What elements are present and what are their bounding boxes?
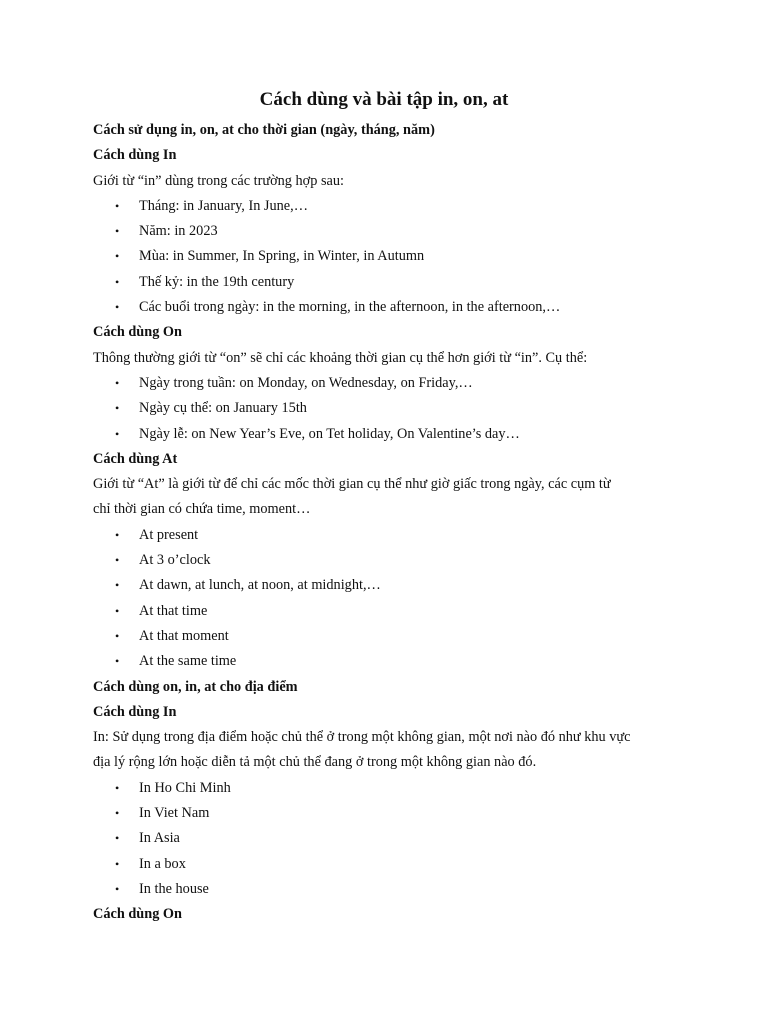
paragraph-at-time-intro-line1: Giới từ “At” là giới từ để chỉ các mốc thời gian cụ thể như giờ giấc trong ngày, các cụm từ <box>93 476 611 493</box>
bullet-icon: • <box>115 780 120 795</box>
bullet-icon: • <box>115 300 120 315</box>
bullet-icon: • <box>115 426 120 441</box>
list-item-text: Thế kỷ: in the 19th century <box>139 273 295 290</box>
list-item <box>93 599 693 624</box>
list-item-text: Các buổi trong ngày: in the morning, in the afternoon, in the afternoon,… <box>139 299 561 316</box>
list-item <box>93 776 693 801</box>
list-item-text: Tháng: in January, In June,… <box>139 197 309 214</box>
list-item <box>93 244 693 269</box>
list-item <box>93 295 693 320</box>
list-item-text: In a box <box>139 855 186 872</box>
list-item <box>93 371 693 396</box>
list-item <box>93 219 693 244</box>
list-item-text: At that time <box>139 602 208 619</box>
list-item <box>93 801 693 826</box>
list-item <box>93 523 693 548</box>
subheading-on-place: Cách dùng On <box>93 906 182 923</box>
paragraph-in-place-intro-line2: địa lý rộng lớn hoặc diễn tả một chủ thể đang ở trong một không gian nào đó. <box>93 754 537 771</box>
bullet-icon: • <box>115 553 120 568</box>
bullet-icon: • <box>115 578 120 593</box>
list-item <box>93 548 693 573</box>
bullet-icon: • <box>115 249 120 264</box>
list-on-time <box>93 371 693 447</box>
paragraph-on-time-intro: Thông thường giới từ “on” sẽ chỉ các khoảng thời gian cụ thể hơn giới từ “in”. Cụ thể: <box>93 349 588 366</box>
list-item-text: In Ho Chi Minh <box>139 779 231 796</box>
list-item <box>93 826 693 851</box>
list-item <box>93 194 693 219</box>
section-heading-place: Cách dùng on, in, at cho địa điểm <box>93 678 298 695</box>
subheading-on-time: Cách dùng On <box>93 324 182 341</box>
subheading-in-place: Cách dùng In <box>93 703 177 720</box>
list-item-text: At present <box>139 526 199 543</box>
list-item <box>93 396 693 421</box>
bullet-icon: • <box>115 198 120 213</box>
list-item <box>93 573 693 598</box>
list-item-text: In the house <box>139 880 209 897</box>
bullet-icon: • <box>115 375 120 390</box>
list-item <box>93 270 693 295</box>
list-item <box>93 649 693 674</box>
list-item <box>93 624 693 649</box>
paragraph-at-time-intro-line2: chỉ thời gian có chứa time, moment… <box>93 501 311 518</box>
document-body <box>93 118 693 928</box>
list-item-text: Ngày cụ thể: on January 15th <box>139 400 307 417</box>
section-heading-time: Cách sử dụng in, on, at cho thời gian (ngày, tháng, năm) <box>93 122 435 138</box>
bullet-icon: • <box>115 603 120 618</box>
list-item <box>93 852 693 877</box>
subheading-in-time: Cách dùng In <box>93 147 177 164</box>
list-item-text: In Viet Nam <box>139 805 210 822</box>
list-item-text: Ngày trong tuần: on Monday, on Wednesday, on Friday,… <box>139 374 473 391</box>
bullet-icon: • <box>115 274 120 289</box>
bullet-icon: • <box>115 856 120 871</box>
bullet-icon: • <box>115 527 120 542</box>
list-item-text: At 3 o’clock <box>139 552 211 569</box>
list-item-text: Ngày lễ: on New Year’s Eve, on Tet holiday, On Valentine’s day… <box>139 425 520 442</box>
bullet-icon: • <box>115 224 120 239</box>
subheading-at-time: Cách dùng At <box>93 450 178 467</box>
document-title: Cách dùng và bài tập in, on, at <box>259 89 509 110</box>
bullet-icon: • <box>115 401 120 416</box>
list-item <box>93 422 693 447</box>
list-item-text: At that moment <box>139 627 229 644</box>
bullet-icon: • <box>115 654 120 669</box>
list-item-text: At dawn, at lunch, at noon, at midnight,… <box>139 577 381 594</box>
list-in-place <box>93 776 693 902</box>
list-in-time <box>93 194 693 320</box>
list-item-text: At the same time <box>139 653 237 670</box>
paragraph-in-place-intro-line1: In: Sử dụng trong địa điểm hoặc chủ thể ở trong một không gian, một nơi nào đó như khu vực <box>93 729 631 746</box>
list-item-text: Năm: in 2023 <box>139 223 218 240</box>
bullet-icon: • <box>115 806 120 821</box>
bullet-icon: • <box>115 831 120 846</box>
list-at-time <box>93 523 693 675</box>
list-item-text: Mùa: in Summer, In Spring, in Winter, in Autumn <box>139 248 425 265</box>
paragraph-in-time-intro: Giới từ “in” dùng trong các trường hợp sau: <box>93 172 344 189</box>
bullet-icon: • <box>115 628 120 643</box>
list-item-text: In Asia <box>139 830 180 847</box>
bullet-icon: • <box>115 881 120 896</box>
list-item <box>93 877 693 902</box>
